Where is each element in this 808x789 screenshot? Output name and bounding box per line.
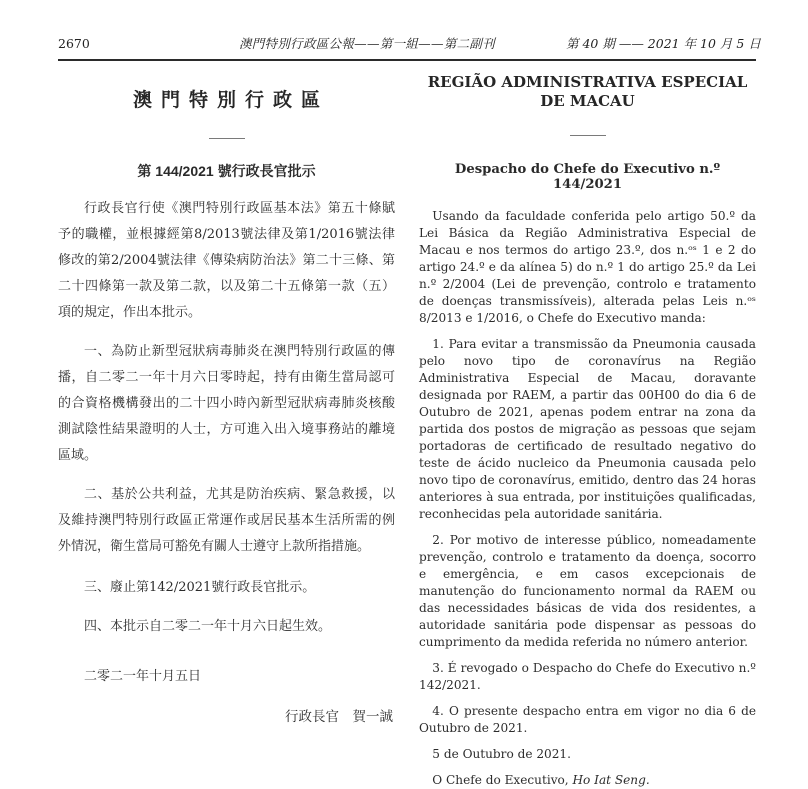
signature-pt-prefix: O Chefe do Executivo, [432,773,573,787]
signature-zh: 行政長官 賀一誠 [285,709,393,725]
despacho-number-title-pt: Despacho do Chefe do Executivo n.º 144/2021 [454,162,721,192]
issue-number-date: 第 40 期 —— 2021 年 10 月 5 日 [566,36,761,51]
page-number: 2670 [58,36,90,51]
section-divider-zh [209,138,245,139]
paragraph-pt-item-2: 2. Por motivo de interesse público, nomeadamente prevenção, controlo e tratamento da doença, socorro e emergência, e em casos excepcionais de manutenção do funcionamento normal da RAEM ou das necessidades básicas de vida dos residentes, a autoridade sanitária pode dispensar as pessoas do cumprimento da medida referida no número anterior. [419,533,756,649]
region-title-zh: 澳門特別行政區 [132,89,329,111]
paragraph-pt-preamble: Usando da faculdade conferida pelo artigo 50.º da Lei Básica da Região Administrativa Especial de Macau e nos termos do artigo 23.º, dos n.ᵒˢ 1 e 2 do artigo 24.º e da alínea 5) do n.º 1 do artigo 25.º da Lei n.º 2/2004 (Lei de prevenção, controlo e tratamento de doenças transmissíveis), alterada pelas Leis n.ᵒˢ 8/2013 e 1/2016, o Chefe do Executivo manda: [419,209,756,325]
section-divider-pt [570,135,606,136]
region-title-pt [419,73,756,111]
gazette-series-title: 澳門特別行政區公報——第一組——第二副刊 [238,36,495,51]
portuguese-column [419,61,756,789]
signature-pt [419,772,756,789]
paragraph-zh-preamble: 行政長官行使《澳門特別行政區基本法》第五十條賦予的職權，並根據經第8/2013號法律及第1/2016號法律修改的第2/2004號法律《傳染病防治法》第二十三條、第二十四條第一款及第二款，以及第二十五條第一款（五）項的規定，作出本批示。 [58,201,395,320]
paragraph-pt-item-1: 1. Para evitar a transmissão da Pneumonia causada pelo novo tipo de coronavírus na Região Administrativa Especial de Macau, doravante designada por RAEM, a partir das 00H00 do dia 6 de Outubro de 2021, apenas podem entrar na zona da partida dos postos de migração as pessoas que sejam portadoras de certificado de resultado negativo do teste de ácido nucleico da Pneumonia causada pelo novo tipo de coronavírus, emitido, dentro das 24 horas anteriores à sua entrada, por instituições qualificadas, reconhecidas pela autoridade sanitária. [419,337,756,521]
date-line-zh: 二零二一年十月五日 [84,669,202,684]
running-header [58,34,761,52]
date-line-pt: 5 de Outubro de 2021. [432,747,571,761]
paragraph-zh-item-4: 四、本批示自二零二一年十月六日起生效。 [84,619,332,634]
region-title-pt-line1: REGIÃO ADMINISTRATIVA ESPECIAL [427,73,748,91]
paragraph-zh-item-1: 一、為防止新型冠狀病毒肺炎在澳門特別行政區的傳播，自二零二一年十月六日零時起，持有由衛生當局認可的合資格機構發出的二十四小時內新型冠狀病毒肺炎核酸測試陰性結果證明的人士，方可進入出入境事務站的離境區域。 [58,344,395,463]
two-column-body [58,61,756,789]
region-title-pt-line2: DE MACAU [540,92,635,110]
paragraph-pt-item-4: 4. O presente despacho entra em vigor no dia 6 de Outubro de 2021. [419,704,756,735]
paragraph-pt-item-3: 3. É revogado o Despacho do Chefe do Executivo n.º 142/2021. [419,661,756,692]
signature-pt-name: Ho Iat Seng. [572,773,650,787]
paragraph-zh-item-2: 二、基於公共利益，尤其是防治疾病、緊急救援，以及維持澳門特別行政區正常運作或居民基本生活所需的例外情況，衛生當局可豁免有關人士遵守上款所指措施。 [58,487,395,554]
despacho-number-title-zh: 第 144/2021 號行政長官批示 [137,163,316,179]
chinese-column [58,61,395,789]
paragraph-zh-item-3: 三、廢止第142/2021號行政長官批示。 [84,580,316,595]
